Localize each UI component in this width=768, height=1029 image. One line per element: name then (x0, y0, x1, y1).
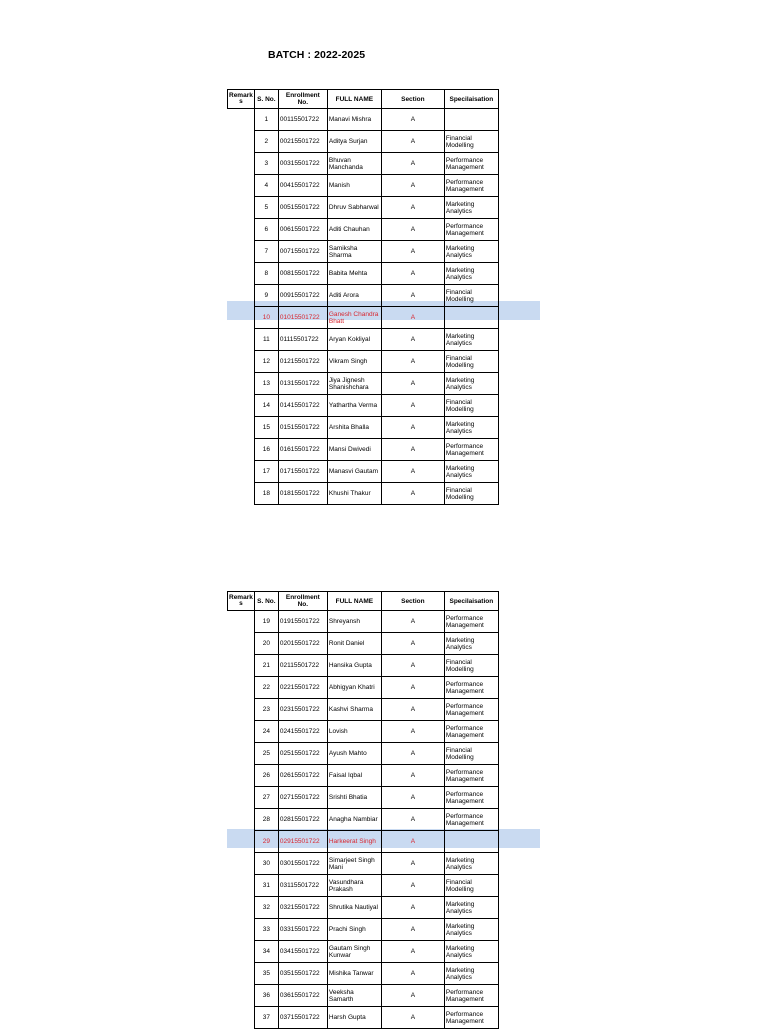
student-table-2 (227, 591, 499, 1029)
cell-full-name: Srishti Bhatia (327, 787, 381, 809)
cell-section: A (381, 721, 444, 743)
cell-enrollment: 02515501722 (278, 743, 327, 765)
cell-remarks (228, 351, 255, 373)
header-sno: S. No. (254, 90, 278, 109)
cell-full-name: Aditya Surjan (327, 131, 381, 153)
cell-section: A (381, 395, 444, 417)
cell-specialisation: Marketing Analytics (444, 417, 498, 439)
table-row (228, 241, 499, 263)
cell-full-name: Dhruv Sabharwal (327, 197, 381, 219)
cell-sno: 22 (254, 677, 278, 699)
cell-specialisation: Financial Modelling (444, 395, 498, 417)
cell-sno: 11 (254, 329, 278, 351)
cell-section: A (381, 743, 444, 765)
cell-enrollment: 00415501722 (278, 175, 327, 197)
table-row (228, 721, 499, 743)
cell-specialisation (444, 109, 498, 131)
cell-sno: 7 (254, 241, 278, 263)
table-row (228, 743, 499, 765)
cell-remarks (228, 307, 255, 329)
cell-sno: 31 (254, 875, 278, 897)
cell-remarks (228, 919, 255, 941)
cell-remarks (228, 1007, 255, 1029)
cell-specialisation: Performance Management (444, 809, 498, 831)
cell-specialisation: Marketing Analytics (444, 853, 498, 875)
cell-sno: 12 (254, 351, 278, 373)
cell-sno: 18 (254, 483, 278, 505)
cell-remarks (228, 153, 255, 175)
cell-full-name: Anagha Nambiar (327, 809, 381, 831)
cell-enrollment: 02815501722 (278, 809, 327, 831)
table-row (228, 373, 499, 395)
cell-section: A (381, 417, 444, 439)
cell-specialisation: Financial Modelling (444, 483, 498, 505)
cell-full-name: Abhigyan Khatri (327, 677, 381, 699)
cell-sno: 34 (254, 941, 278, 963)
cell-full-name: Shrutika Nautiyal (327, 897, 381, 919)
cell-specialisation: Financial Modelling (444, 875, 498, 897)
cell-full-name: Mishika Tanwar (327, 963, 381, 985)
cell-full-name: Manavi Mishra (327, 109, 381, 131)
table-row (228, 831, 499, 853)
cell-section: A (381, 963, 444, 985)
cell-sno: 26 (254, 765, 278, 787)
cell-remarks (228, 655, 255, 677)
cell-specialisation: Performance Management (444, 219, 498, 241)
cell-specialisation: Financial Modelling (444, 655, 498, 677)
cell-enrollment: 02015501722 (278, 633, 327, 655)
cell-remarks (228, 941, 255, 963)
cell-remarks (228, 417, 255, 439)
cell-full-name: Samiksha Sharma (327, 241, 381, 263)
cell-section: A (381, 831, 444, 853)
cell-enrollment: 03315501722 (278, 919, 327, 941)
cell-remarks (228, 875, 255, 897)
cell-enrollment: 02715501722 (278, 787, 327, 809)
cell-sno: 13 (254, 373, 278, 395)
cell-section: A (381, 351, 444, 373)
cell-specialisation (444, 307, 498, 329)
cell-specialisation: Performance Management (444, 175, 498, 197)
cell-enrollment: 00515501722 (278, 197, 327, 219)
cell-enrollment: 01615501722 (278, 439, 327, 461)
cell-section: A (381, 285, 444, 307)
cell-full-name: Manish (327, 175, 381, 197)
cell-full-name: Kashvi Sharma (327, 699, 381, 721)
cell-sno: 27 (254, 787, 278, 809)
cell-sno: 10 (254, 307, 278, 329)
cell-sno: 33 (254, 919, 278, 941)
table-row (228, 919, 499, 941)
cell-section: A (381, 787, 444, 809)
cell-enrollment: 01915501722 (278, 611, 327, 633)
cell-enrollment: 03215501722 (278, 897, 327, 919)
cell-remarks (228, 109, 255, 131)
cell-full-name: Vikram Singh (327, 351, 381, 373)
cell-full-name: Harsh Gupta (327, 1007, 381, 1029)
cell-specialisation: Marketing Analytics (444, 241, 498, 263)
table-row (228, 153, 499, 175)
cell-remarks (228, 897, 255, 919)
cell-enrollment: 02615501722 (278, 765, 327, 787)
cell-section: A (381, 153, 444, 175)
cell-full-name: Khushi Thakur (327, 483, 381, 505)
cell-sno: 3 (254, 153, 278, 175)
cell-enrollment: 03415501722 (278, 941, 327, 963)
cell-full-name: Arshita Bhalla (327, 417, 381, 439)
header-row (228, 90, 499, 109)
table-row (228, 1007, 499, 1029)
cell-specialisation: Marketing Analytics (444, 897, 498, 919)
cell-remarks (228, 197, 255, 219)
table-row (228, 655, 499, 677)
table-row (228, 307, 499, 329)
cell-enrollment: 01315501722 (278, 373, 327, 395)
cell-section: A (381, 329, 444, 351)
cell-section: A (381, 175, 444, 197)
cell-remarks (228, 831, 255, 853)
cell-specialisation: Performance Management (444, 985, 498, 1007)
cell-full-name: Aryan Kokliyal (327, 329, 381, 351)
cell-remarks (228, 765, 255, 787)
table-row (228, 461, 499, 483)
cell-remarks (228, 131, 255, 153)
cell-specialisation: Performance Management (444, 721, 498, 743)
cell-full-name: Aditi Arora (327, 285, 381, 307)
cell-remarks (228, 329, 255, 351)
cell-full-name: Bhuvan Manchanda (327, 153, 381, 175)
cell-section: A (381, 307, 444, 329)
cell-section: A (381, 241, 444, 263)
table-row (228, 787, 499, 809)
table-row (228, 765, 499, 787)
cell-full-name: Mansi Dwivedi (327, 439, 381, 461)
cell-section: A (381, 611, 444, 633)
cell-specialisation: Performance Management (444, 611, 498, 633)
cell-enrollment: 01015501722 (278, 307, 327, 329)
cell-full-name: Jiya Jignesh Shanishchara (327, 373, 381, 395)
header-specialisation: Specilaisation (444, 90, 498, 109)
cell-full-name: Aditi Chauhan (327, 219, 381, 241)
cell-remarks (228, 677, 255, 699)
cell-remarks (228, 611, 255, 633)
cell-full-name: Harkeerat Singh (327, 831, 381, 853)
cell-remarks (228, 439, 255, 461)
table-row (228, 941, 499, 963)
table-row (228, 351, 499, 373)
cell-section: A (381, 1007, 444, 1029)
cell-sno: 5 (254, 197, 278, 219)
cell-section: A (381, 699, 444, 721)
cell-section: A (381, 109, 444, 131)
cell-full-name: Faisal Iqbal (327, 765, 381, 787)
cell-remarks (228, 743, 255, 765)
cell-full-name: Prachi Singh (327, 919, 381, 941)
cell-specialisation: Financial Modelling (444, 285, 498, 307)
cell-enrollment: 02915501722 (278, 831, 327, 853)
cell-enrollment: 02115501722 (278, 655, 327, 677)
table-row (228, 109, 499, 131)
cell-enrollment: 01115501722 (278, 329, 327, 351)
cell-section: A (381, 655, 444, 677)
cell-section: A (381, 131, 444, 153)
cell-section: A (381, 853, 444, 875)
cell-specialisation: Performance Management (444, 765, 498, 787)
cell-specialisation: Marketing Analytics (444, 633, 498, 655)
cell-sno: 9 (254, 285, 278, 307)
cell-section: A (381, 197, 444, 219)
cell-enrollment: 03115501722 (278, 875, 327, 897)
header-full-name: FULL NAME (327, 592, 381, 611)
cell-specialisation: Performance Management (444, 439, 498, 461)
table-row (228, 677, 499, 699)
header-row (228, 592, 499, 611)
cell-sno: 29 (254, 831, 278, 853)
cell-enrollment: 00915501722 (278, 285, 327, 307)
cell-remarks (228, 721, 255, 743)
cell-specialisation (444, 831, 498, 853)
cell-remarks (228, 241, 255, 263)
cell-sno: 15 (254, 417, 278, 439)
cell-specialisation: Performance Management (444, 699, 498, 721)
cell-remarks (228, 263, 255, 285)
cell-section: A (381, 875, 444, 897)
cell-sno: 24 (254, 721, 278, 743)
table-row (228, 699, 499, 721)
cell-section: A (381, 219, 444, 241)
cell-enrollment: 00715501722 (278, 241, 327, 263)
cell-remarks (228, 373, 255, 395)
cell-remarks (228, 963, 255, 985)
cell-enrollment: 00815501722 (278, 263, 327, 285)
cell-specialisation: Marketing Analytics (444, 461, 498, 483)
cell-remarks (228, 809, 255, 831)
table-row (228, 633, 499, 655)
table-row (228, 131, 499, 153)
cell-specialisation: Marketing Analytics (444, 373, 498, 395)
cell-sno: 1 (254, 109, 278, 131)
cell-specialisation: Marketing Analytics (444, 919, 498, 941)
cell-enrollment: 01815501722 (278, 483, 327, 505)
cell-sno: 37 (254, 1007, 278, 1029)
header-full-name: FULL NAME (327, 90, 381, 109)
table-row (228, 329, 499, 351)
cell-specialisation: Marketing Analytics (444, 329, 498, 351)
table-row (228, 875, 499, 897)
header-enrollment: Enrollment No. (278, 90, 327, 109)
cell-enrollment: 00615501722 (278, 219, 327, 241)
table-row (228, 263, 499, 285)
cell-sno: 19 (254, 611, 278, 633)
cell-enrollment: 02315501722 (278, 699, 327, 721)
header-section: Section (381, 592, 444, 611)
cell-remarks (228, 461, 255, 483)
table-row (228, 219, 499, 241)
table-row (228, 285, 499, 307)
cell-sno: 25 (254, 743, 278, 765)
header-remarks: Remark s (228, 592, 255, 611)
cell-section: A (381, 461, 444, 483)
cell-remarks (228, 285, 255, 307)
cell-enrollment: 03615501722 (278, 985, 327, 1007)
batch-title: BATCH : 2022-2025 (268, 49, 366, 61)
cell-remarks (228, 219, 255, 241)
cell-enrollment: 01415501722 (278, 395, 327, 417)
cell-section: A (381, 985, 444, 1007)
header-section: Section (381, 90, 444, 109)
table-row (228, 197, 499, 219)
header-specialisation: Specilaisation (444, 592, 498, 611)
cell-remarks (228, 699, 255, 721)
cell-section: A (381, 373, 444, 395)
cell-sno: 17 (254, 461, 278, 483)
header-remarks: Remark s (228, 90, 255, 109)
cell-section: A (381, 633, 444, 655)
cell-specialisation: Marketing Analytics (444, 263, 498, 285)
cell-full-name: Vasundhara Prakash (327, 875, 381, 897)
cell-enrollment: 01215501722 (278, 351, 327, 373)
cell-full-name: Simarjeet Singh Mani (327, 853, 381, 875)
cell-specialisation: Financial Modelling (444, 743, 498, 765)
cell-section: A (381, 677, 444, 699)
cell-sno: 28 (254, 809, 278, 831)
table-row (228, 963, 499, 985)
cell-enrollment: 00315501722 (278, 153, 327, 175)
cell-sno: 8 (254, 263, 278, 285)
cell-remarks (228, 787, 255, 809)
cell-full-name: Ayush Mahto (327, 743, 381, 765)
cell-full-name: Ronit Daniel (327, 633, 381, 655)
header-enrollment: Enrollment No. (278, 592, 327, 611)
cell-full-name: Gautam Singh Kunwar (327, 941, 381, 963)
cell-enrollment: 03515501722 (278, 963, 327, 985)
cell-full-name: Manasvi Gautam (327, 461, 381, 483)
cell-specialisation: Marketing Analytics (444, 963, 498, 985)
table-row (228, 395, 499, 417)
table-row (228, 417, 499, 439)
cell-remarks (228, 985, 255, 1007)
table-row (228, 483, 499, 505)
header-sno: S. No. (254, 592, 278, 611)
cell-remarks (228, 483, 255, 505)
cell-specialisation: Financial Modelling (444, 351, 498, 373)
cell-sno: 2 (254, 131, 278, 153)
table-row (228, 175, 499, 197)
cell-full-name: Hansika Gupta (327, 655, 381, 677)
cell-sno: 4 (254, 175, 278, 197)
table-row (228, 809, 499, 831)
cell-section: A (381, 765, 444, 787)
cell-section: A (381, 897, 444, 919)
cell-full-name: Veeksha Samarth (327, 985, 381, 1007)
cell-specialisation: Performance Management (444, 787, 498, 809)
cell-specialisation: Performance Management (444, 1007, 498, 1029)
cell-section: A (381, 263, 444, 285)
cell-specialisation: Performance Management (444, 153, 498, 175)
cell-enrollment: 02415501722 (278, 721, 327, 743)
cell-sno: 30 (254, 853, 278, 875)
cell-section: A (381, 439, 444, 461)
cell-enrollment: 01715501722 (278, 461, 327, 483)
cell-sno: 21 (254, 655, 278, 677)
cell-remarks (228, 633, 255, 655)
cell-specialisation: Performance Management (444, 677, 498, 699)
cell-section: A (381, 941, 444, 963)
cell-section: A (381, 809, 444, 831)
cell-full-name: Ganesh Chandra Bhatt (327, 307, 381, 329)
cell-specialisation: Financial Modelling (444, 131, 498, 153)
table-row (228, 897, 499, 919)
cell-enrollment: 02215501722 (278, 677, 327, 699)
cell-enrollment: 03715501722 (278, 1007, 327, 1029)
cell-sno: 35 (254, 963, 278, 985)
cell-enrollment: 03015501722 (278, 853, 327, 875)
table-row (228, 611, 499, 633)
cell-full-name: Lovish (327, 721, 381, 743)
student-table-1 (227, 89, 499, 505)
cell-sno: 23 (254, 699, 278, 721)
cell-section: A (381, 919, 444, 941)
table-row (228, 985, 499, 1007)
cell-section: A (381, 483, 444, 505)
cell-sno: 16 (254, 439, 278, 461)
cell-specialisation: Marketing Analytics (444, 197, 498, 219)
cell-remarks (228, 175, 255, 197)
table-row (228, 853, 499, 875)
cell-sno: 20 (254, 633, 278, 655)
cell-enrollment: 00115501722 (278, 109, 327, 131)
cell-remarks (228, 395, 255, 417)
table-row (228, 439, 499, 461)
cell-enrollment: 01515501722 (278, 417, 327, 439)
cell-sno: 32 (254, 897, 278, 919)
cell-sno: 6 (254, 219, 278, 241)
cell-remarks (228, 853, 255, 875)
cell-full-name: Shreyansh (327, 611, 381, 633)
cell-sno: 14 (254, 395, 278, 417)
cell-sno: 36 (254, 985, 278, 1007)
cell-full-name: Yathartha Verma (327, 395, 381, 417)
cell-specialisation: Marketing Analytics (444, 941, 498, 963)
cell-full-name: Babita Mehta (327, 263, 381, 285)
cell-enrollment: 00215501722 (278, 131, 327, 153)
